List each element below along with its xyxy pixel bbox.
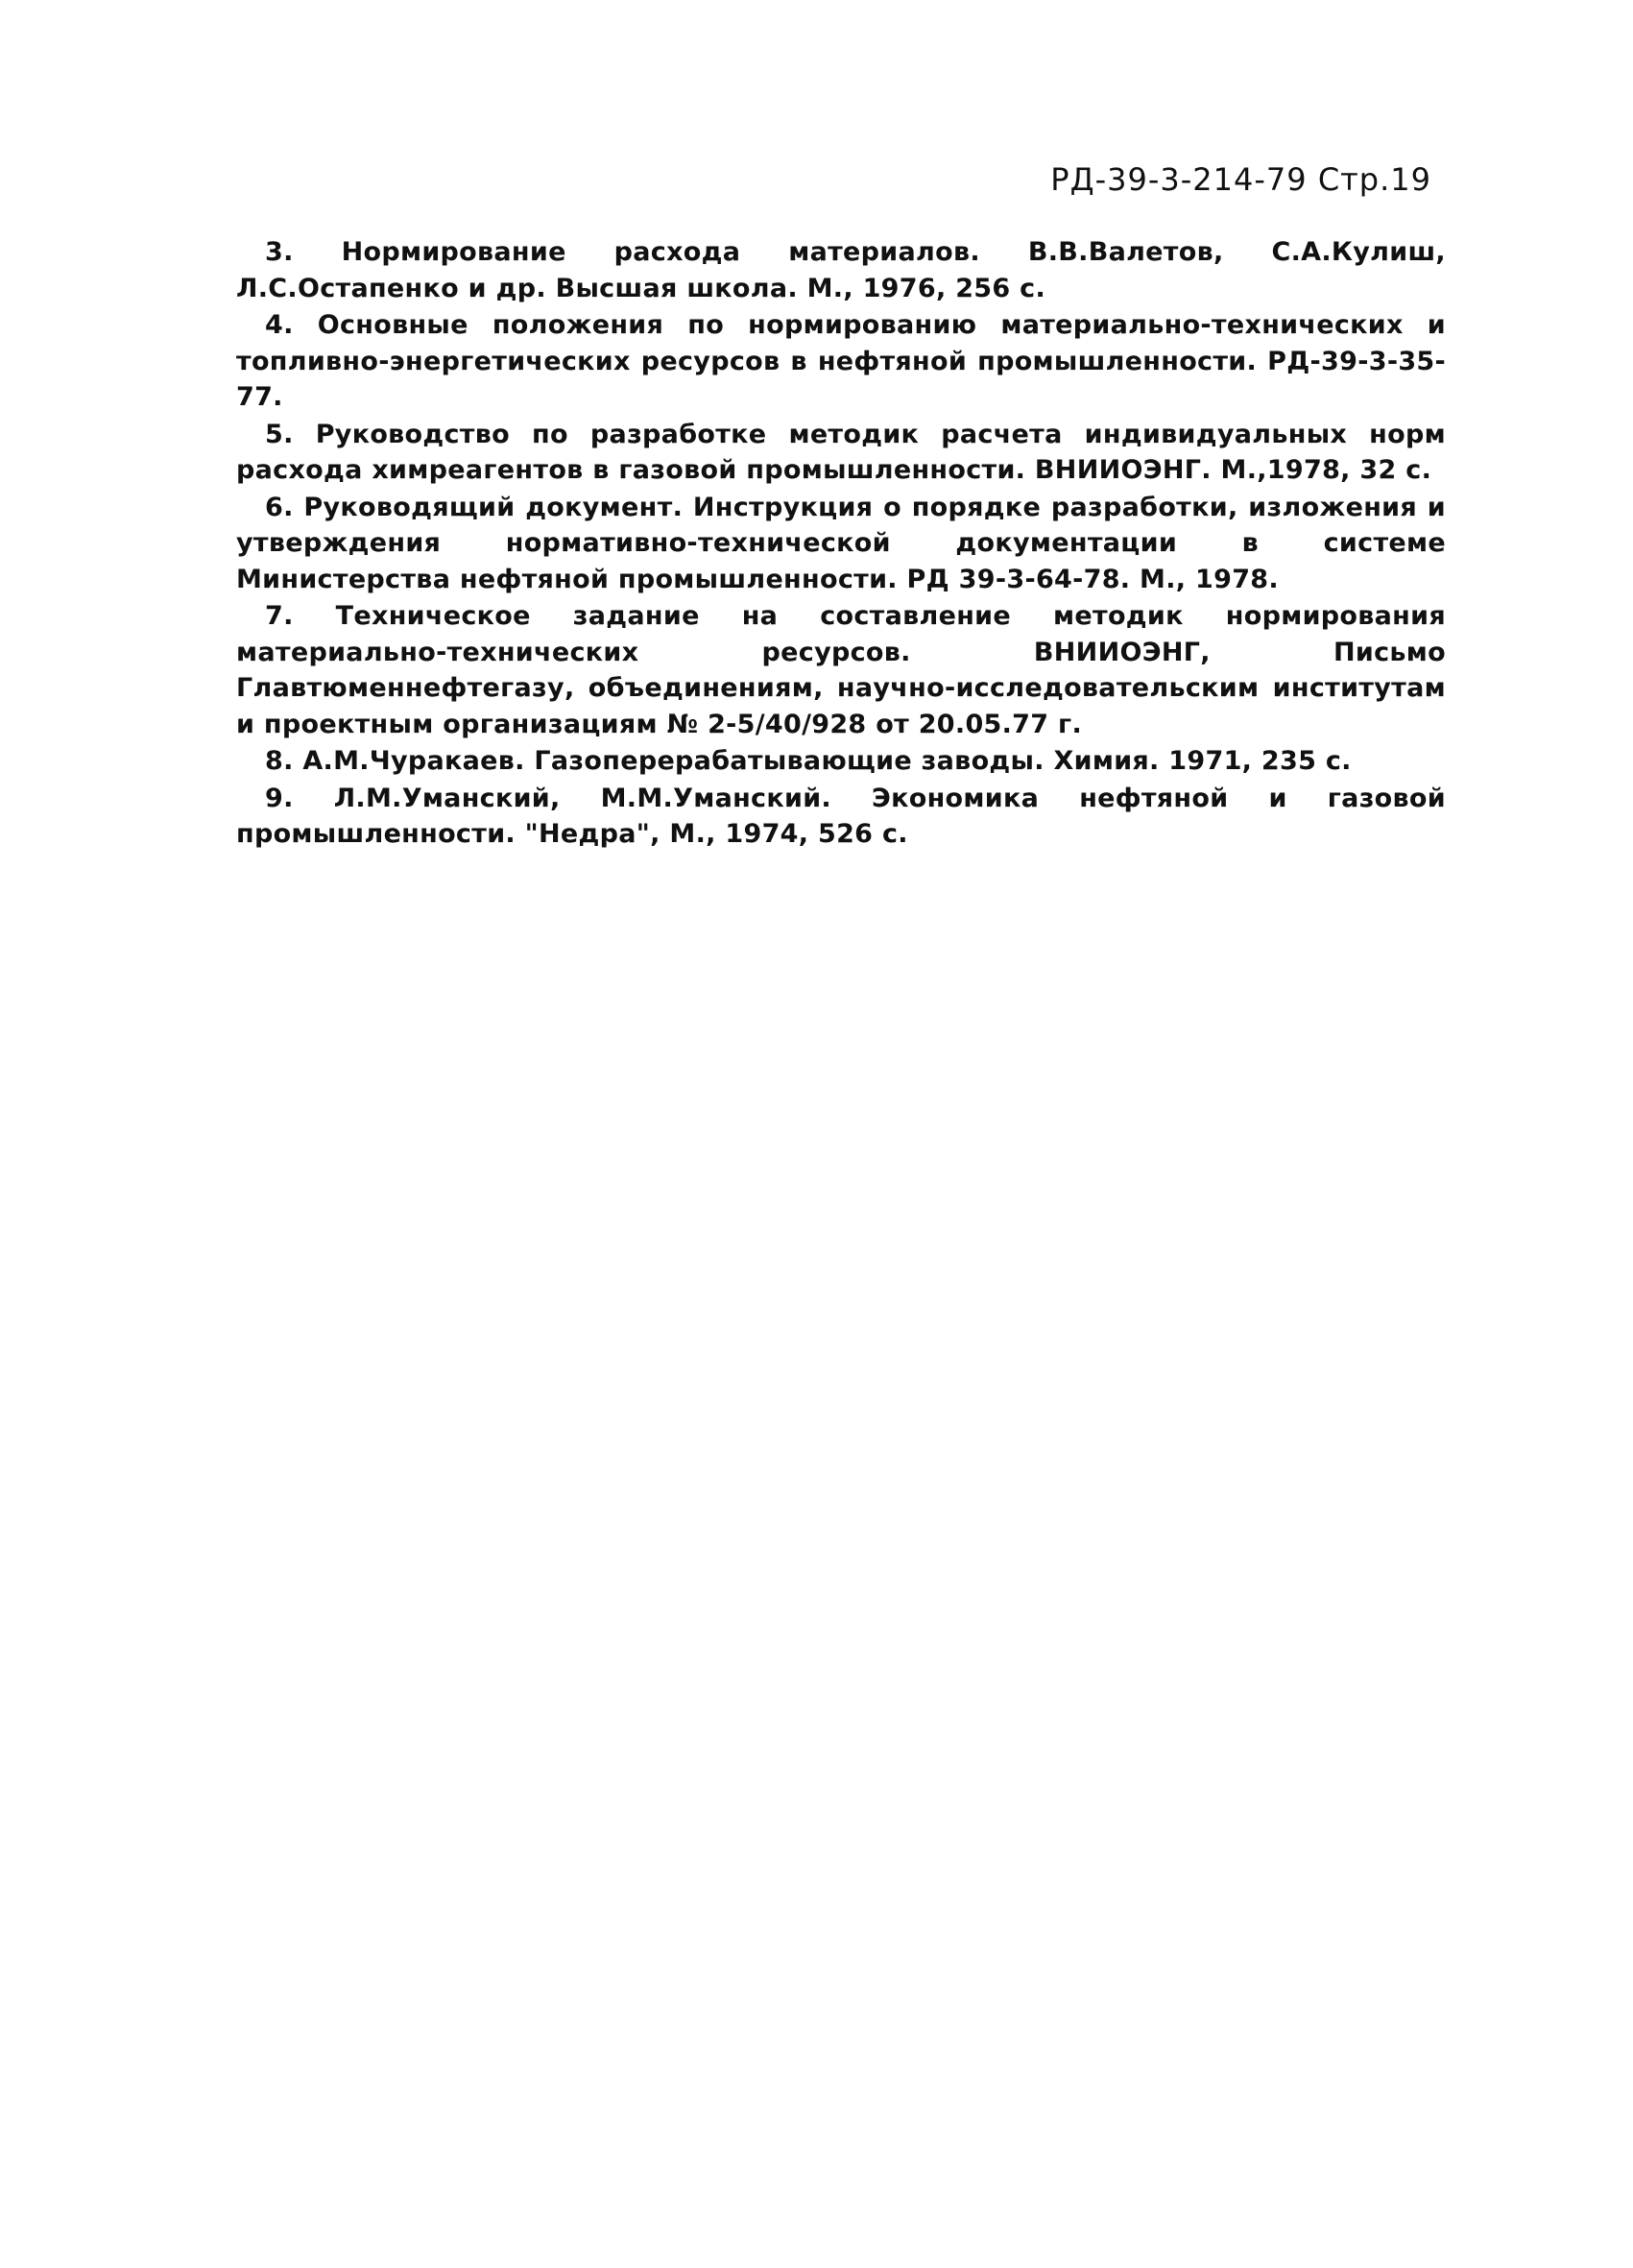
reference-item-5: 5. Руководство по разработке методик расчета индивидуальных норм расхода химреагентов в газовой промышленности. ВНИИОЭНГ. М.,1978, 32 с. xyxy=(236,419,1446,485)
reference-item-4: 4. Основные положения по нормированию материально-технических и топливно-энергетических ресурсов в нефтяной промышленности. РД-39-3-35-77. xyxy=(236,310,1446,412)
reference-item-9: 9. Л.М.Уманский, М.М.Уманский. Экономика нефтяной и газовой промышленности. "Недра", М., 1974, 526 с. xyxy=(236,783,1446,849)
reference-item-6: 6. Руководящий документ. Инструкция о порядке разработки, изложения и утверждения нормативно-технической документации в системе Министерства нефтяной промышленности. РД 39-3-64-78. М., 1978. xyxy=(236,492,1446,594)
page-header: РД-39-3-214-79 Стр.19 xyxy=(1050,161,1431,198)
reference-item-8: 8. А.М.Чуракаев. Газоперерабатывающие заводы. Химия. 1971, 235 с. xyxy=(265,746,1352,776)
reference-list xyxy=(236,234,1446,854)
reference-item-3: 3. Нормирование расхода материалов. В.В.Валетов, С.А.Кулиш, Л.С.Остапенко и др. Высшая школа. М., 1976, 256 с. xyxy=(236,237,1446,303)
reference-item-7: 7. Техническое задание на составление методик нормирования материально-технических ресурсов. ВНИИОЭНГ, Письмо Главтюменнефтегазу, объединениям, научно-исследовательским институтам и проектным организациям № 2-5/40/928 от 20.05.77 г. xyxy=(236,601,1446,739)
